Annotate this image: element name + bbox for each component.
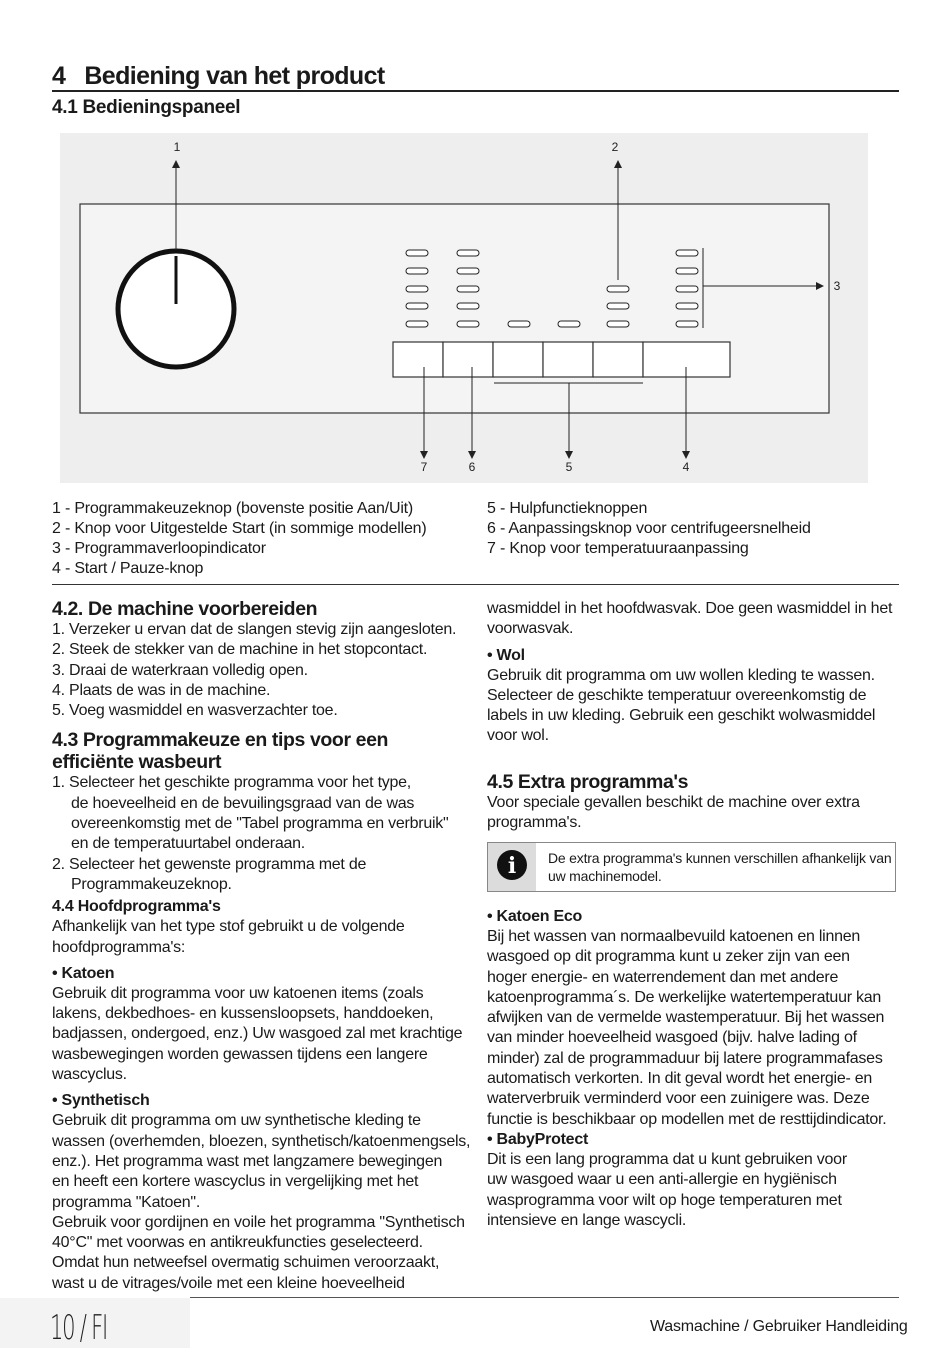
choice-heading-line2: efficiënte wasbeurt <box>52 751 222 774</box>
control-panel-diagram <box>0 0 950 500</box>
katoen-eco-line: Bij het wassen van normaalbevuild katoenen en linnen <box>487 928 861 945</box>
babyprotect-line: intensieve en lange wascycli. <box>487 1211 687 1229</box>
extra-line: Voor speciale gevallen beschikt de machine over extra <box>487 793 860 811</box>
left-column <box>52 598 472 1294</box>
main-intro-line: Afhankelijk van het type stof gebruikt u de volgende <box>52 918 405 936</box>
delay-button <box>593 342 643 377</box>
choice-step-line: Programmakeuzeknop. <box>71 875 232 893</box>
legend-item: 1 - Programmakeuzeknop (bovenste positie Aan/Uit) <box>52 500 414 517</box>
katoen-eco-line: automatisch verkorten. In dit geval wordt het energie- en <box>487 1070 873 1088</box>
legend-item: 7 - Knop voor temperatuuraanpassing <box>487 540 749 557</box>
synthetisch-line: wassen (overhemden, bloezen, synthetisch/katoenmengsels, <box>52 1132 471 1150</box>
continued-line: voorwasvak. <box>487 620 574 638</box>
katoen-eco-heading: • Katoen Eco <box>487 908 583 925</box>
info-note-line: De extra programma's kunnen verschillen afhankelijk van <box>548 850 892 866</box>
info-note-box <box>487 842 896 892</box>
synthetisch-line: Gebruik dit programma om uw synthetische kleding te <box>52 1112 421 1130</box>
wol-line: voor wol. <box>487 727 549 745</box>
wol-heading: • Wol <box>487 646 525 664</box>
callout-1: 1 <box>173 140 181 154</box>
callout-5: 5 <box>565 460 573 474</box>
wol-line: labels in uw kleding. Gebruik een geschikt wolwasmiddel <box>487 707 876 725</box>
page-number: 10 / FI <box>50 1308 107 1348</box>
choice-step-line: overeenkomstig met de "Tabel programma en verbruik" <box>71 815 449 833</box>
synthetisch-line: wast u de vitrages/voile met een kleine hoeveelheid <box>52 1274 405 1292</box>
chapter-title: 4 Bediening van het product <box>52 62 385 90</box>
spin-button <box>443 342 493 377</box>
katoen-eco-line: waterverbruik verminderd voor een zuinigere was. Deze <box>487 1090 870 1108</box>
katoen-eco-line: functie is beschikbaar op modellen met de resttijdindicator. <box>487 1110 887 1128</box>
footer-title: Wasmachine / Gebruiker Handleiding <box>650 1318 908 1335</box>
katoen-line: Gebruik dit programma voor uw katoenen items (zoals <box>52 984 424 1002</box>
babyprotect-line: Dit is een lang programma dat u kunt gebruiken voor <box>487 1150 847 1168</box>
info-icon: i <box>488 843 536 891</box>
katoen-eco-line: wasgoed op dit programma kunt u zeker zijn van een <box>487 948 850 966</box>
choice-step-line: 1. Selecteer het geschikte programma voor het type, <box>52 774 411 792</box>
legend-item: 5 - Hulpfunctieknoppen <box>487 500 648 517</box>
katoen-heading: • Katoen <box>52 964 115 982</box>
continued-line: wasmiddel in het hoofdwasvak. Doe geen wasmiddel in het <box>487 600 893 617</box>
auxiliary-button-2 <box>543 342 593 377</box>
legend-left <box>52 499 426 579</box>
katoen-eco-line: minder) zal de programmaduur bij latere programmafases <box>487 1049 883 1067</box>
prepare-heading: 4.2. De machine voorbereiden <box>52 598 318 620</box>
callout-6: 6 <box>468 460 476 474</box>
extra-programs-heading: 4.5 Extra programma's <box>487 770 689 793</box>
prepare-step: 1. Verzeker u ervan dat de slangen stevig zijn aangesloten. <box>52 621 457 638</box>
synthetisch-line: 40°C" met voorwas en antikreukfuncties geselecteerd. <box>52 1234 423 1252</box>
prepare-step: 3. Draai de waterkraan volledig open. <box>52 661 308 679</box>
callout-2: 2 <box>611 140 619 154</box>
extra-line: programma's. <box>487 814 582 832</box>
babyprotect-heading: • BabyProtect <box>487 1130 589 1148</box>
prepare-step: 5. Voeg wasmiddel en wasverzachter toe. <box>52 702 338 720</box>
synthetisch-line: programma "Katoen". <box>52 1193 201 1211</box>
section-title: 4.1 Bedieningspaneel <box>52 97 241 118</box>
synthetisch-line: en heeft een kortere wascyclus in vergelijking met het <box>52 1173 419 1191</box>
main-intro-line: hoofdprogramma's: <box>52 938 186 956</box>
footer-rule <box>190 1297 899 1298</box>
panel-buttons <box>393 342 730 377</box>
synthetisch-line: Omdat hun netweefsel overmatig schuimen veroorzaakt, <box>52 1254 440 1272</box>
wol-line: Selecteer de geschikte temperatuur overeenkomstig de <box>487 686 867 704</box>
legend-rule <box>52 584 899 585</box>
katoen-eco-line: van minder hoeveelheid wasgoed (bijv. halve lading of <box>487 1029 857 1047</box>
callout-7: 7 <box>420 460 428 474</box>
synthetisch-heading: • Synthetisch <box>52 1092 150 1110</box>
choice-heading-line1: 4.3 Programmakeuze en tips voor een <box>52 729 389 752</box>
katoen-line: wascyclus. <box>52 1066 127 1084</box>
legend-item: 2 - Knop voor Uitgestelde Start (in sommige modellen) <box>52 520 427 537</box>
legend-right <box>487 499 811 559</box>
legend-item: 3 - Programmaverloopindicator <box>52 540 266 557</box>
choice-step-line: 2. Selecteer het gewenste programma met de <box>52 855 367 873</box>
auxiliary-button-1 <box>493 342 543 377</box>
prepare-step: 2. Steek de stekker van de machine in het stopcontact. <box>52 641 428 659</box>
wol-line: Gebruik dit programma om uw wollen kleding te wassen. <box>487 666 875 684</box>
katoen-line: badjassen, ondergoed, enz.) Uw wasgoed zal met krachtige <box>52 1025 463 1043</box>
babyprotect-line: wasprogramma voor wilt op hoge temperaturen met <box>487 1191 842 1209</box>
babyprotect-line: uw wasgoed waar u een anti-allergie en hygiënisch <box>487 1171 837 1189</box>
choice-step-line: en de temperatuurtabel onderaan. <box>71 835 305 853</box>
legend-item: 6 - Aanpassingsknop voor centrifugeersnelheid <box>487 520 811 537</box>
main-programs-heading: 4.4 Hoofdprogramma's <box>52 898 221 916</box>
callout-4: 4 <box>682 460 690 474</box>
katoen-line: lakens, dekbedhoes- en kussensloopsets, handdoeken, <box>52 1005 434 1023</box>
temperature-button <box>393 342 443 377</box>
prepare-step: 4. Plaats de was in de machine. <box>52 681 271 699</box>
katoen-line: wasbewegingen worden gewassen tijdens een langere <box>52 1045 428 1063</box>
callout-3: 3 <box>833 279 841 293</box>
right-column-lower <box>487 907 902 1231</box>
legend-item: 4 - Start / Pauze-knop <box>52 560 204 577</box>
right-column <box>487 599 902 833</box>
choice-step-line: de hoeveelheid en de bevuilingsgraad van de was <box>71 794 415 812</box>
katoen-eco-line: katoenprogramma´s. De werkelijke watertemperatuur kan <box>487 988 882 1006</box>
info-note-line: uw machinemodel. <box>548 868 662 884</box>
synthetisch-line: enz.). Het programma wast met langzamere bewegingen <box>52 1152 443 1170</box>
katoen-eco-line: afwijken van de vermelde wastemperatuur. Bij het wassen <box>487 1009 885 1027</box>
synthetisch-line: Gebruik voor gordijnen en voile het programma "Synthetisch <box>52 1213 465 1231</box>
katoen-eco-line: hoger energie- en waterrendement dan met andere <box>487 968 839 986</box>
info-note-text <box>548 849 893 885</box>
indicator-lamps-delay <box>607 286 629 327</box>
